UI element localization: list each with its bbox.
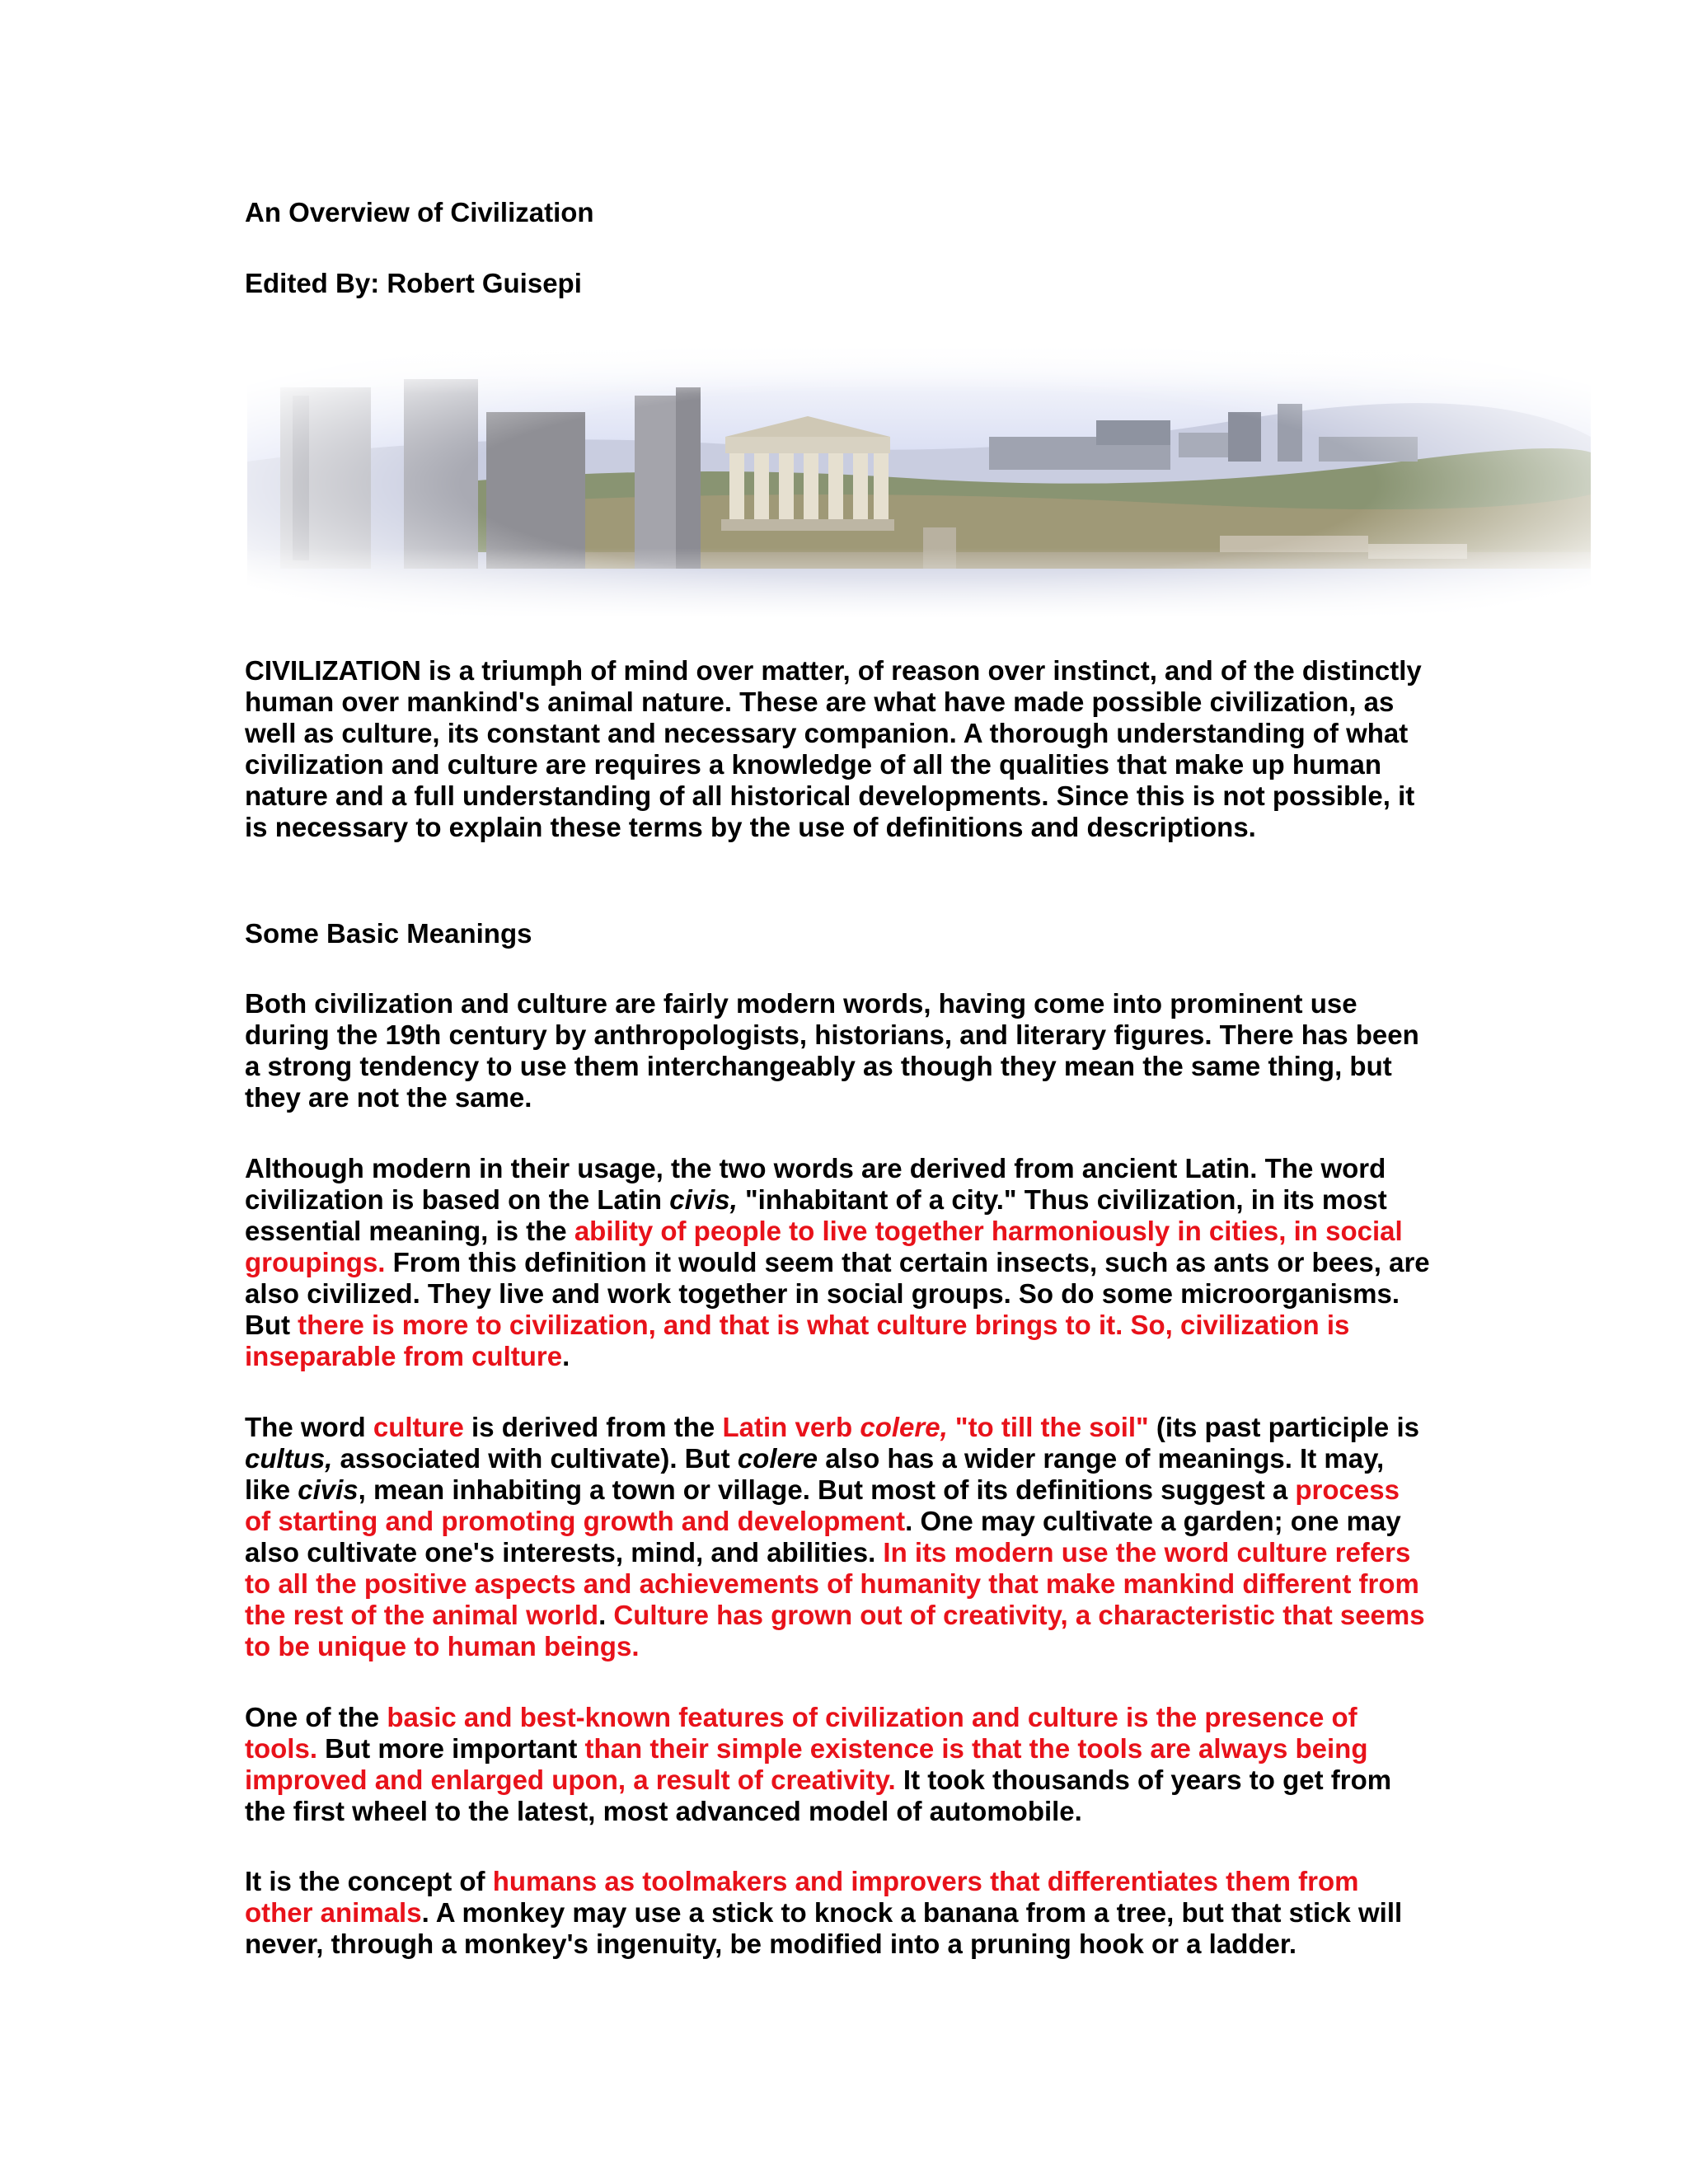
paragraph-toolmakers <box>245 1866 1432 1960</box>
paragraph-text: , mean inhabiting a town or village. But most of its definitions suggest a <box>358 1474 1296 1505</box>
ancient-ruins-panorama <box>247 338 1591 618</box>
highlighted-text: basic and best-known features of civilization and culture is the presence of tools. <box>245 1702 1357 1764</box>
latin-term: civis, <box>669 1184 738 1215</box>
paragraph-text: also has a wider range of meanings. It may, like <box>245 1443 1385 1505</box>
paragraph-culture <box>245 1412 1432 1662</box>
latin-term: colere, <box>860 1412 948 1442</box>
highlighted-text: ability of people to live together harmoniously in cities, in social groupings. <box>245 1216 1403 1277</box>
paragraph-latin-origins <box>245 1153 1432 1372</box>
paragraph-text: . <box>562 1341 570 1371</box>
banner-image <box>247 338 1591 618</box>
highlighted-text: culture <box>373 1412 464 1442</box>
document-editor: Edited By: Robert Guisepi <box>245 268 582 298</box>
highlighted-text: In its modern use the word culture refers to all the positive aspects and achievements of humanity that make mankind different from the rest of the animal world <box>245 1537 1419 1630</box>
document-title: An Overview of Civilization <box>245 197 594 227</box>
paragraph-basic-meanings <box>245 988 1432 1113</box>
latin-term: colere <box>737 1443 818 1474</box>
section-heading: Some Basic Meanings <box>245 918 532 949</box>
highlighted-text: process of starting and promoting growth and development <box>245 1474 1400 1536</box>
highlighted-text: "to till the soil" <box>947 1412 1149 1442</box>
paragraph-tools <box>245 1702 1432 1827</box>
paragraph-intro <box>245 655 1432 843</box>
latin-term: civis <box>298 1474 359 1505</box>
paragraph-text: It took thousands of years to get from the first wheel to the latest, most advanced model of automobile. <box>245 1765 1392 1826</box>
paragraph-text: But more important <box>317 1733 585 1764</box>
highlighted-text: there is more to civilization, and that is what culture brings to it. So, civilization is inseparable from culture <box>245 1310 1350 1371</box>
highlighted-text: Latin verb <box>722 1412 860 1442</box>
highlighted-text: humans as toolmakers and improvers that differentiates them from other animals <box>245 1866 1359 1928</box>
paragraph-text: . <box>598 1600 614 1630</box>
paragraph-text: . One may cultivate a garden; one may also cultivate one's interests, mind, and abilities. <box>245 1506 1401 1568</box>
highlighted-text: Culture has grown out of creativity, a characteristic that seems to be unique to human beings. <box>245 1600 1425 1661</box>
paragraph-text: One of the <box>245 1702 387 1732</box>
paragraph-text: CIVILIZATION is a triumph of mind over matter, of reason over instinct, and of the distinctly human over mankind's animal nature. These are what have made possible civilization, as well as culture, its constant and necessary companion. A thorough understanding of what civilization and culture are requires a knowledge of all the qualities that make up human nature and a full understanding of all historical developments. Since this is not possible, it is necessary to explain these terms by the use of definitions and descriptions. <box>245 655 1422 842</box>
paragraph-text: . A monkey may use a stick to knock a banana from a tree, but that stick will never, through a monkey's ingenuity, be modified into a pruning hook or a ladder. <box>245 1897 1403 1959</box>
highlighted-text: than their simple existence is that the tools are always being improved and enlarged upon, a result of creativity. <box>245 1733 1368 1795</box>
paragraph-text: From this definition it would seem that certain insects, such as ants or bees, are also civilized. They live and work together in social groups. So do some microorganisms. But <box>245 1247 1430 1340</box>
paragraph-text: (its past participle is <box>1148 1412 1419 1442</box>
paragraph-text: "inhabitant of a city." Thus civilization, in its most essential meaning, is the <box>245 1184 1387 1246</box>
latin-term: cultus, <box>245 1443 333 1474</box>
paragraph-text: The word <box>245 1412 373 1442</box>
paragraph-text: Although modern in their usage, the two words are derived from ancient Latin. The word civilization is based on the Latin <box>245 1153 1386 1215</box>
paragraph-text: associated with cultivate). But <box>332 1443 738 1474</box>
paragraph-text: Both civilization and culture are fairly modern words, having come into prominent use during the 19th century by anthropologists, historians, and literary figures. There has been a strong tendency to use them interchangeably as though they mean the same thing, but they are not the same. <box>245 988 1419 1113</box>
paragraph-text: It is the concept of <box>245 1866 493 1896</box>
paragraph-text: is derived from the <box>463 1412 723 1442</box>
